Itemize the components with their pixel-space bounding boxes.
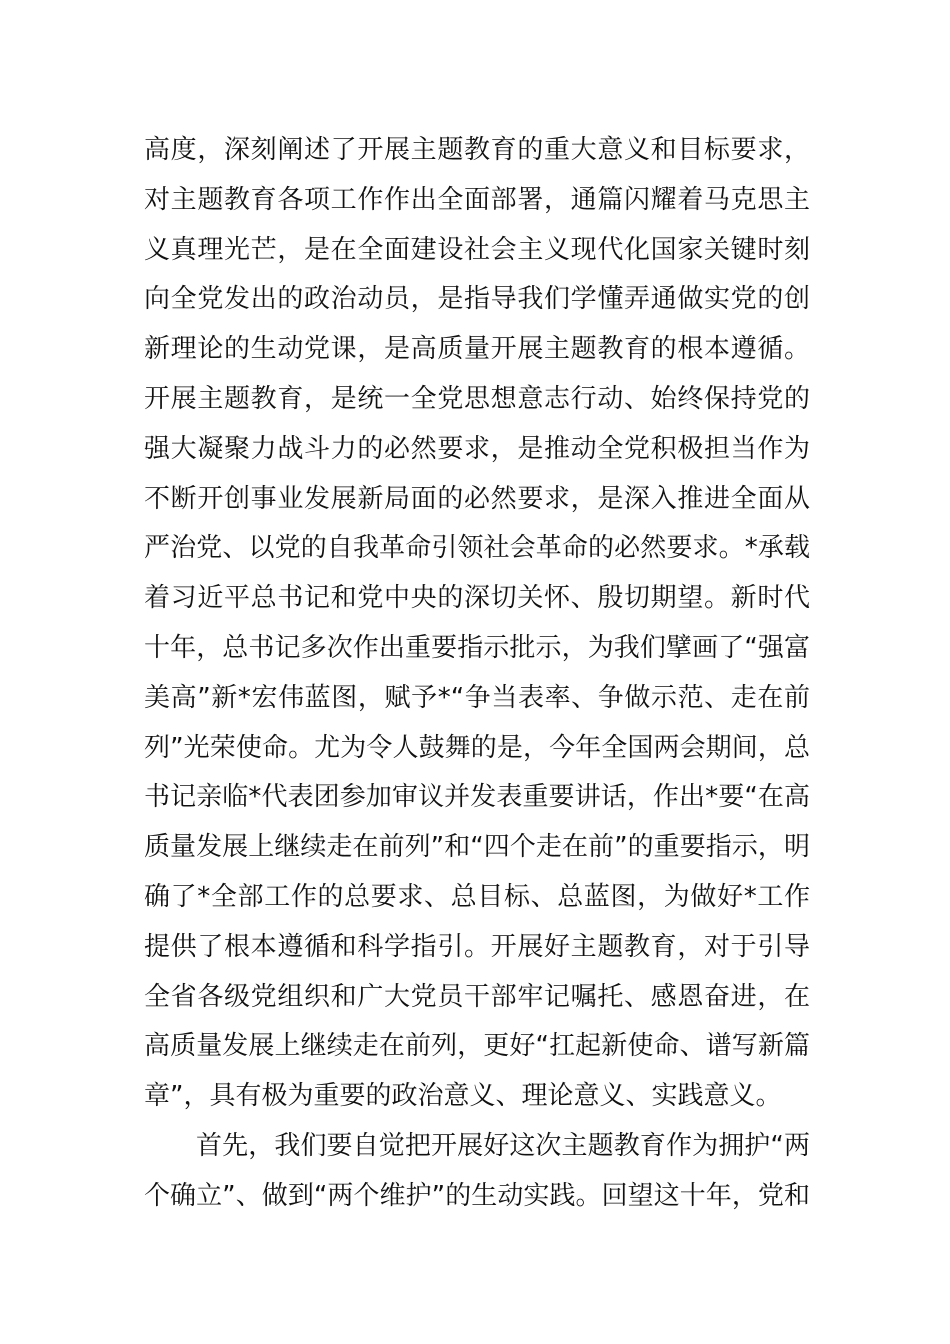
text-line: 严治党、以党的自我革命引领社会革命的必然要求。*承载 [144,533,810,564]
text-line: 十年，总书记多次作出重要指示批示，为我们擘画了“强富 [144,632,810,663]
body-text [144,126,810,1222]
text-line: 书记亲临*代表团参加审议并发表重要讲话，作出*要“在高 [144,782,810,813]
text-line: 高度，深刻阐述了开展主题教育的重大意义和目标要求， [144,135,810,165]
text-line: 不断开创事业发展新局面的必然要求，是深入推进全面从 [144,483,810,514]
paragraph-start-line: 首先，我们要自觉把开展好这次主题教育作为拥护“两 [196,1130,810,1161]
text-line: 全省各级党组织和广大党员干部牢记嘱托、感恩奋进，在 [144,981,810,1012]
text-line: 列”光荣使命。尤为令人鼓舞的是，今年全国两会期间，总 [144,732,810,763]
text-line: 高质量发展上继续走在前列，更好“扛起新使命、谱写新篇 [144,1031,810,1062]
text-line: 确了*全部工作的总要求、总目标、总蓝图，为做好*工作 [144,881,810,912]
text-line: 义真理光芒，是在全面建设社会主义现代化国家关键时刻 [144,234,810,265]
text-line: 提供了根本遵循和科学指引。开展好主题教育，对于引导 [144,931,810,962]
text-line: 着习近平总书记和党中央的深切关怀、殷切期望。新时代 [144,583,810,614]
text-line: 向全党发出的政治动员，是指导我们学懂弄通做实党的创 [144,284,810,315]
text-line: 新理论的生动党课，是高质量开展主题教育的根本遵循。 [144,334,810,365]
text-line: 开展主题教育，是统一全党思想意志行动、始终保持党的 [144,383,810,414]
text-line: 对主题教育各项工作作出全面部署，通篇闪耀着马克思主 [144,184,810,215]
text-line: 美高”新*宏伟蓝图，赋予*“争当表率、争做示范、走在前 [144,682,810,713]
text-line: 强大凝聚力战斗力的必然要求，是推动全党积极担当作为 [144,433,810,464]
text-line: 质量发展上继续走在前列”和“四个走在前”的重要指示，明 [144,832,810,863]
text-line: 个确立”、做到“两个维护”的生动实践。回望这十年，党和 [144,1180,810,1211]
paragraph-end-line: 章”，具有极为重要的政治意义、理论意义、实践意义。 [144,1081,782,1112]
